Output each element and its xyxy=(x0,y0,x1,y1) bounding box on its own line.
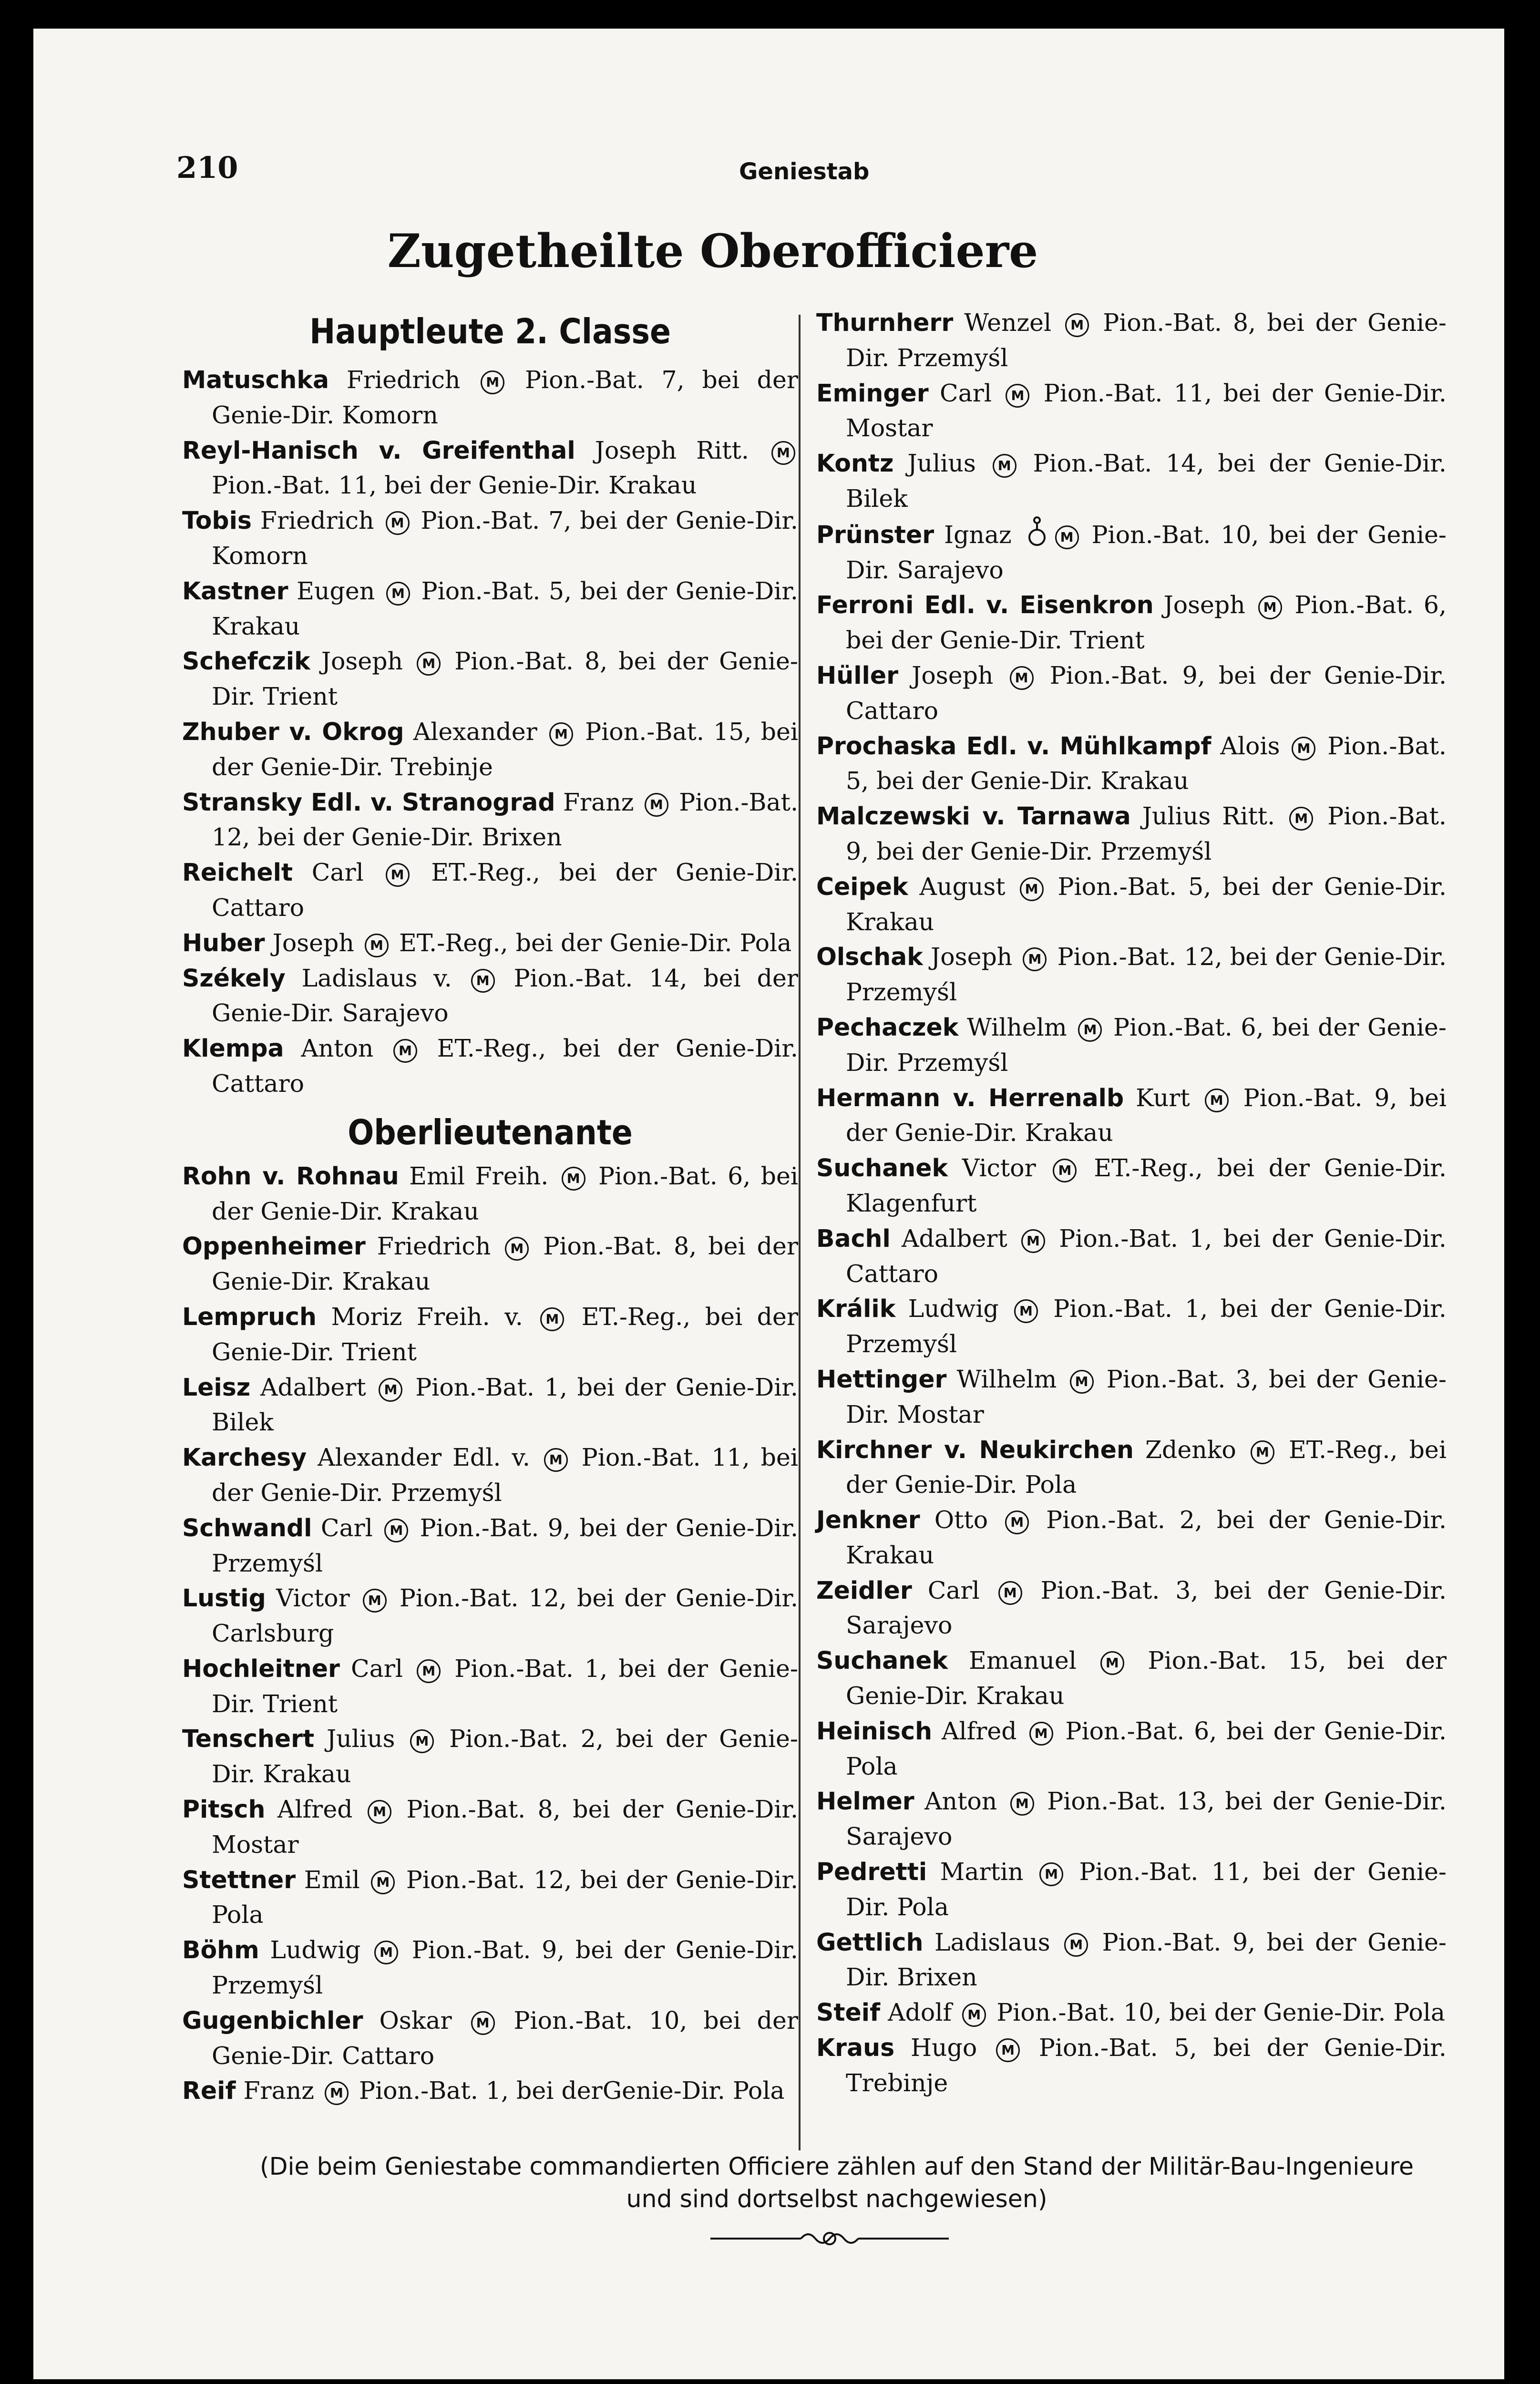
officer-given-names: Friedrich xyxy=(377,1232,503,1261)
officer-assignment: Pion.-Bat. 13, bei der Genie-Dir. Sarajevo xyxy=(846,1787,1447,1851)
officer-entry xyxy=(182,855,798,925)
m-circle-icon: M xyxy=(417,652,441,676)
officer-given-names: Adalbert xyxy=(902,1224,1018,1253)
officer-surname: Malczewski v. Tarnawa xyxy=(816,802,1131,831)
officer-entry xyxy=(182,1440,798,1511)
officer-given-names: Joseph xyxy=(1163,591,1255,619)
officer-surname: Gugenbichler xyxy=(182,2006,363,2035)
m-circle-icon: M xyxy=(365,934,389,957)
officer-given-names: Joseph xyxy=(321,647,414,676)
officer-given-names: Joseph xyxy=(272,928,362,957)
officer-entry xyxy=(182,1581,798,1651)
officer-given-names: Ludwig xyxy=(270,1936,372,1964)
m-circle-icon: M xyxy=(996,2038,1020,2062)
officer-surname: Stettner xyxy=(182,1865,296,1894)
officer-entry xyxy=(182,1932,798,2003)
officer-given-names: Otto xyxy=(934,1506,1003,1534)
officer-surname: Suchanek xyxy=(816,1646,948,1675)
officer-given-names: Franz xyxy=(243,2076,322,2105)
officer-surname: Prochaska Edl. v. Mühlkampf xyxy=(816,731,1211,760)
officer-given-names: Carl xyxy=(311,858,383,887)
officer-entry xyxy=(182,1229,798,1299)
officer-assignment: Pion.-Bat. 8, bei der Genie-Dir. Mostar xyxy=(212,1795,798,1859)
officer-given-names: Emanuel xyxy=(968,1646,1098,1675)
officer-assignment: Pion.-Bat. 10, bei der Genie-Dir. Cattaro xyxy=(212,2006,798,2070)
m-circle-icon: M xyxy=(386,511,410,535)
m-circle-icon: M xyxy=(1078,1018,1102,1042)
officer-given-names: Victor xyxy=(276,1584,360,1613)
officer-assignment: Pion.-Bat. 14, bei der Genie-Dir. Sarajevo xyxy=(212,964,798,1028)
officer-entry xyxy=(182,2003,798,2074)
officer-surname: Stransky Edl. v. Stranograd xyxy=(182,788,555,816)
officer-surname: Reif xyxy=(182,2076,236,2105)
officer-entry xyxy=(182,1721,798,1792)
officer-entry xyxy=(182,574,798,644)
m-circle-icon: M xyxy=(384,1519,408,1542)
officer-entry xyxy=(816,1502,1447,1573)
officer-assignment: Pion.-Bat. 11, bei der Genie-Dir. Krakau xyxy=(212,471,697,500)
m-circle-icon: M xyxy=(1010,666,1034,690)
officer-assignment: Pion.-Bat. 11, bei der Genie-Dir. Pola xyxy=(846,1858,1447,1921)
officer-given-names: Adolf xyxy=(888,1998,960,2027)
officer-assignment: Pion.-Bat. 6, bei der Genie-Dir. Krakau xyxy=(212,1161,798,1225)
officer-given-names: Carl xyxy=(351,1654,414,1683)
officer-surname: Ferroni Edl. v. Eisenkron xyxy=(816,591,1154,619)
officer-assignment: Pion.-Bat. 6, bei der Genie-Dir. Przemyśl xyxy=(846,1013,1447,1077)
officer-assignment: Pion.-Bat. 8, bei der Genie-Dir. Przemyśl xyxy=(846,308,1447,372)
officer-surname: Rohn v. Rohnau xyxy=(182,1161,399,1190)
officer-surname: Schwandl xyxy=(182,1513,312,1542)
officer-surname: Huber xyxy=(182,928,265,957)
officer-surname: Thurnherr xyxy=(816,308,954,337)
m-circle-icon: M xyxy=(379,1378,402,1402)
officer-entry xyxy=(816,1925,1447,1995)
officer-assignment: Pion.-Bat. 9, bei der Genie-Dir. Brixen xyxy=(846,1928,1447,1992)
m-circle-icon: M xyxy=(1014,1299,1038,1323)
officer-assignment: Pion.-Bat. 12, bei der Genie-Dir. Pola xyxy=(212,1865,798,1929)
officer-entry xyxy=(182,1511,798,1581)
officer-entry xyxy=(816,1573,1447,1644)
officer-given-names: Anton xyxy=(924,1787,1007,1816)
officer-assignment: Pion.-Bat. 5, bei der Genie-Dir. Trebinje xyxy=(846,2034,1447,2097)
officer-assignment: Pion.-Bat. 1, bei der Genie-Dir. Cattaro xyxy=(846,1224,1447,1288)
footnote-line-2: und sind dortselbst nachgewiesen) xyxy=(626,2185,1047,2213)
officer-entry xyxy=(816,658,1447,729)
officer-assignment: Pion.-Bat. 1, bei der Genie-Dir. Przemyśl xyxy=(846,1295,1447,1358)
officer-given-names: Zdenko xyxy=(1145,1435,1248,1464)
section-title-hauptleute: Hauptleute 2. Classe xyxy=(309,311,671,351)
officer-given-names: Carl xyxy=(940,379,1003,407)
officer-surname: Pitsch xyxy=(182,1795,266,1824)
m-circle-icon: M xyxy=(1292,737,1315,760)
officer-assignment: Pion.-Bat. 5, bei der Genie-Dir. Krakau xyxy=(846,872,1447,936)
officer-assignment: Pion.-Bat. 15, bei der Genie-Dir. Krakau xyxy=(846,1646,1447,1710)
officer-entry xyxy=(182,785,798,855)
officer-entry xyxy=(816,729,1447,799)
officer-entry xyxy=(816,516,1447,588)
officer-entry xyxy=(182,1299,798,1370)
officer-entry xyxy=(182,2073,798,2108)
officer-assignment: Pion.-Bat. 10, bei der Genie-Dir. Sarajevo xyxy=(846,520,1447,584)
officer-entry xyxy=(816,1995,1447,2030)
running-title: Geniestab xyxy=(739,158,870,185)
officer-surname: Jenkner xyxy=(816,1506,920,1534)
officer-given-names: August xyxy=(919,872,1017,901)
m-circle-icon: M xyxy=(1205,1089,1229,1112)
officer-given-names: Anton xyxy=(301,1034,391,1063)
officer-assignment: Pion.-Bat. 9, bei der Genie-Dir. Przemyśl xyxy=(212,1936,798,2000)
officer-surname: Zeidler xyxy=(816,1576,912,1604)
officer-assignment: Pion.-Bat. 1, bei derGenie-Dir. Pola xyxy=(351,2076,785,2105)
m-circle-icon: M xyxy=(505,1237,529,1261)
officer-given-names: Joseph xyxy=(912,661,1007,689)
officer-assignment: Pion.-Bat. 10, bei der Genie-Dir. Pola xyxy=(989,1998,1446,2027)
m-circle-icon: M xyxy=(481,370,504,394)
left-column xyxy=(182,305,798,2108)
m-circle-icon: M xyxy=(1070,1370,1094,1394)
officer-surname: Kastner xyxy=(182,576,288,605)
officer-entry xyxy=(182,1370,798,1440)
officer-surname: Heinisch xyxy=(816,1716,933,1745)
ornament-divider-icon xyxy=(710,2227,949,2250)
officer-given-names: Victor xyxy=(962,1154,1050,1182)
officer-assignment: Pion.-Bat. 11, bei der Genie-Dir. Mostar xyxy=(846,379,1447,442)
officer-entry xyxy=(182,1651,798,1722)
m-circle-icon: M xyxy=(993,454,1016,478)
officer-surname: Hettinger xyxy=(816,1365,947,1393)
officer-surname: Hüller xyxy=(816,661,898,689)
merit-cross-icon xyxy=(1027,516,1047,551)
officer-surname: Ceipek xyxy=(816,872,908,901)
officer-surname: Pechaczek xyxy=(816,1013,959,1041)
officer-surname: Kirchner v. Neukirchen xyxy=(816,1435,1134,1464)
officer-given-names: Adalbert xyxy=(260,1373,376,1401)
m-circle-icon: M xyxy=(1258,596,1282,619)
officer-given-names: Julius Ritt. xyxy=(1142,802,1287,831)
page-title: Zugetheilte Oberofficiere xyxy=(387,224,1038,278)
m-circle-icon: M xyxy=(1006,384,1029,408)
m-circle-icon: M xyxy=(962,2003,986,2027)
m-circle-icon: M xyxy=(386,863,410,887)
officer-given-names: Wilhelm xyxy=(967,1013,1076,1041)
officer-assignment: Pion.-Bat. 3, bei der Genie-Dir. Mostar xyxy=(846,1365,1447,1428)
page-number: 210 xyxy=(176,150,238,185)
officer-assignment: ET.-Reg., bei der Genie-Dir. Cattaro xyxy=(212,858,798,922)
officer-entry xyxy=(816,587,1447,658)
officer-assignment: Pion.-Bat. 9, bei der Genie-Dir. Cattaro xyxy=(846,661,1447,725)
officer-given-names: Ladislaus v. xyxy=(301,964,468,992)
officer-assignment: ET.-Reg., bei der Genie-Dir. Pola xyxy=(391,928,792,957)
officer-entry xyxy=(182,961,798,1031)
officer-entry xyxy=(816,1643,1447,1714)
m-circle-icon: M xyxy=(1289,807,1313,831)
m-circle-icon: M xyxy=(386,582,410,606)
officer-given-names: Friedrich xyxy=(346,366,478,394)
m-circle-icon: M xyxy=(393,1039,417,1063)
m-circle-icon: M xyxy=(1005,1511,1029,1534)
m-circle-icon: M xyxy=(1023,947,1047,971)
officer-surname: Prünster xyxy=(816,520,934,549)
officer-assignment: Pion.-Bat. 5, bei der Genie-Dir. Krakau xyxy=(212,576,798,640)
officer-surname: Karchesy xyxy=(182,1443,307,1472)
m-circle-icon: M xyxy=(645,793,668,817)
m-circle-icon: M xyxy=(371,1870,395,1894)
footnote xyxy=(153,2150,1521,2215)
officer-assignment: Pion.-Bat. 7, bei der Genie-Dir. Komorn xyxy=(212,366,798,429)
officer-assignment: ET.-Reg., bei der Genie-Dir. Klagenfurt xyxy=(846,1154,1447,1217)
officer-entry xyxy=(182,362,798,433)
officer-given-names: Carl xyxy=(320,1513,382,1542)
book-page xyxy=(33,29,1504,2379)
officer-entry xyxy=(182,925,798,961)
hauptleute-list xyxy=(182,362,798,1101)
officer-assignment: Pion.-Bat. 2, bei der Genie-Dir. Krakau xyxy=(212,1725,798,1788)
officer-given-names: Martin xyxy=(940,1858,1037,1886)
officer-given-names: Moriz Freih. v. xyxy=(331,1302,538,1331)
officer-entry xyxy=(816,305,1447,376)
officer-surname: Tenschert xyxy=(182,1725,315,1753)
officer-surname: Matuschka xyxy=(182,366,329,394)
m-circle-icon: M xyxy=(471,969,495,993)
m-circle-icon: M xyxy=(998,1581,1022,1605)
footnote-line-1: (Die beim Geniestabe commandierten Officiere zählen auf den Stand der Militär-Bau-Ingenieure xyxy=(259,2152,1414,2180)
officer-assignment: Pion.-Bat. 14, bei der Genie-Dir. Bilek xyxy=(846,449,1447,513)
officer-surname: Olschak xyxy=(816,943,923,971)
officer-surname: Székely xyxy=(182,964,286,992)
officer-surname: Pedretti xyxy=(816,1858,927,1886)
officer-given-names: Ludwig xyxy=(908,1295,1011,1323)
officer-entry xyxy=(182,1031,798,1101)
officer-given-names: Alois xyxy=(1220,731,1289,760)
m-circle-icon: M xyxy=(1065,313,1089,337)
officer-given-names: Hugo xyxy=(910,2034,994,2062)
officer-assignment: ET.-Reg., bei der Genie-Dir. Cattaro xyxy=(212,1034,798,1098)
officer-given-names: Julius xyxy=(907,449,990,478)
officer-entry xyxy=(182,503,798,574)
officer-surname: Zhuber v. Okrog xyxy=(182,717,404,746)
officer-assignment: Pion.-Bat. 9, bei der Genie-Dir. Krakau xyxy=(846,1083,1447,1147)
officer-entry xyxy=(182,644,798,714)
officer-assignment: Pion.-Bat. 15, bei der Genie-Dir. Trebinje xyxy=(212,717,798,781)
officer-assignment: Pion.-Bat. 2, bei der Genie-Dir. Krakau xyxy=(846,1506,1447,1569)
officer-assignment: Pion.-Bat. 6, bei der Genie-Dir. Pola xyxy=(846,1716,1447,1780)
officer-entry xyxy=(182,714,798,785)
m-circle-icon: M xyxy=(1053,1159,1077,1182)
m-circle-icon: M xyxy=(1100,1651,1124,1675)
officer-entry xyxy=(816,1714,1447,1784)
officer-given-names: Emil Freih. xyxy=(409,1161,559,1190)
m-circle-icon: M xyxy=(417,1659,441,1683)
officer-surname: Steif xyxy=(816,1998,881,2027)
officer-entry xyxy=(182,1862,798,1933)
officer-assignment: Pion.-Bat. 3, bei der Genie-Dir. Sarajevo xyxy=(846,1576,1447,1640)
officer-entry xyxy=(816,869,1447,940)
m-circle-icon: M xyxy=(325,2081,349,2105)
m-circle-icon: M xyxy=(1021,1229,1045,1253)
m-circle-icon: M xyxy=(562,1167,585,1191)
officer-surname: Klempa xyxy=(182,1034,284,1063)
officer-entry xyxy=(816,1080,1447,1151)
officer-surname: Böhm xyxy=(182,1936,259,1964)
officer-entry xyxy=(182,433,798,504)
officer-given-names: Alfred xyxy=(277,1795,365,1824)
officer-entry xyxy=(816,939,1447,1010)
officer-given-names: Ignaz xyxy=(944,520,1022,549)
m-circle-icon: M xyxy=(540,1307,564,1331)
officer-surname: Leisz xyxy=(182,1373,251,1401)
officer-given-names: Oskar xyxy=(379,2006,468,2035)
officer-entry xyxy=(816,1784,1447,1854)
right-column xyxy=(816,305,1447,2101)
officer-given-names: Joseph Ritt. xyxy=(595,436,769,464)
m-circle-icon: M xyxy=(471,2011,495,2035)
officer-surname: Tobis xyxy=(182,506,252,535)
officer-given-names: Eugen xyxy=(297,576,383,605)
m-circle-icon: M xyxy=(1029,1722,1053,1746)
officer-given-names: Ladislaus xyxy=(934,1928,1062,1956)
officer-entry xyxy=(816,1432,1447,1503)
m-circle-icon: M xyxy=(1020,877,1044,901)
officer-surname: Reichelt xyxy=(182,858,293,887)
officer-entry xyxy=(816,446,1447,516)
officer-entry xyxy=(816,799,1447,869)
officer-assignment: ET.-Reg., bei der Genie-Dir. Trient xyxy=(212,1302,798,1366)
oberlieutenante-list xyxy=(182,1159,798,2109)
officer-entry xyxy=(816,376,1447,446)
officer-entry xyxy=(816,1151,1447,1221)
officer-given-names: Alfred xyxy=(941,1716,1027,1745)
officer-entry xyxy=(182,1792,798,1862)
m-circle-icon: M xyxy=(1064,1933,1088,1957)
officer-entry xyxy=(816,1010,1447,1080)
officer-given-names: Emil xyxy=(304,1865,369,1894)
officer-entry xyxy=(816,1221,1447,1292)
officer-assignment: Pion.-Bat. 7, bei der Genie-Dir. Komorn xyxy=(212,506,798,570)
officer-surname: Bachl xyxy=(816,1224,891,1253)
officer-given-names: Alexander Edl. v. xyxy=(318,1443,541,1472)
section-title-oberlieutenante: Oberlieutenante xyxy=(348,1112,633,1152)
officer-surname: Hermann v. Herrenalb xyxy=(816,1083,1124,1112)
officer-entry xyxy=(182,1159,798,1229)
officer-assignment: ET.-Reg., bei der Genie-Dir. Pola xyxy=(846,1435,1447,1499)
officer-entry xyxy=(816,1362,1447,1432)
officer-surname: Reyl-Hanisch v. Greifenthal xyxy=(182,436,575,464)
officer-entry xyxy=(816,1854,1447,1925)
officer-surname: Lempruch xyxy=(182,1302,317,1331)
officer-assignment: Pion.-Bat. 11, bei der Genie-Dir. Przemyśl xyxy=(212,1443,798,1507)
officer-surname: Kraus xyxy=(816,2034,895,2062)
officer-assignment: Pion.-Bat. 8, bei der Genie-Dir. Krakau xyxy=(212,1232,798,1296)
officer-surname: Hochleitner xyxy=(182,1654,340,1683)
officer-assignment: Pion.-Bat. 9, bei der Genie-Dir. Przemyśl xyxy=(212,1513,798,1577)
m-circle-icon: M xyxy=(549,722,573,746)
m-circle-icon: M xyxy=(1010,1792,1034,1816)
m-circle-icon: M xyxy=(410,1729,434,1753)
officer-given-names: Carl xyxy=(927,1576,996,1604)
officer-given-names: Friedrich xyxy=(260,506,383,535)
officer-surname: Gettlich xyxy=(816,1928,924,1956)
officer-assignment: Pion.-Bat. 12, bei der Genie-Dir. Przemyśl xyxy=(846,943,1447,1007)
officer-surname: Eminger xyxy=(816,379,929,407)
m-circle-icon: M xyxy=(544,1448,568,1472)
officer-given-names: Kurt xyxy=(1136,1083,1202,1112)
m-circle-icon: M xyxy=(771,441,795,465)
m-circle-icon: M xyxy=(1055,525,1079,549)
officer-given-names: Alexander xyxy=(413,717,546,746)
officer-assignment: Pion.-Bat. 6, bei der Genie-Dir. Trient xyxy=(846,591,1447,655)
officer-surname: Suchanek xyxy=(816,1154,948,1182)
officer-given-names: Joseph xyxy=(931,943,1020,971)
officer-surname: Králik xyxy=(816,1295,896,1323)
m-circle-icon: M xyxy=(363,1589,387,1613)
m-circle-icon: M xyxy=(1251,1440,1274,1464)
officer-given-names: Julius xyxy=(327,1725,408,1753)
officer-assignment: Pion.-Bat. 12, bei der Genie-Dir. Carlsburg xyxy=(212,1584,798,1648)
m-circle-icon: M xyxy=(368,1800,391,1824)
m-circle-icon: M xyxy=(374,1941,398,1964)
officer-assignment: Pion.-Bat. 1, bei der Genie-Dir. Trient xyxy=(212,1654,798,1718)
officer-given-names: Wenzel xyxy=(964,308,1063,337)
officer-assignment: Pion.-Bat. 5, bei der Genie-Dir. Krakau xyxy=(846,731,1447,795)
officer-surname: Schefczik xyxy=(182,647,310,676)
officer-assignment: Pion.-Bat. 1, bei der Genie-Dir. Bilek xyxy=(212,1373,798,1437)
officer-assignment: Pion.-Bat. 12, bei der Genie-Dir. Brixen xyxy=(212,788,798,852)
officer-surname: Oppenheimer xyxy=(182,1232,366,1261)
officer-surname: Helmer xyxy=(816,1787,914,1816)
officer-entry xyxy=(816,2030,1447,2101)
officer-surname: Kontz xyxy=(816,449,894,478)
officer-surname: Lustig xyxy=(182,1584,266,1613)
officer-assignment: Pion.-Bat. 8, bei der Genie-Dir. Trient xyxy=(212,647,798,711)
oberlieutenante-list-continued xyxy=(816,305,1447,2101)
officer-given-names: Wilhelm xyxy=(956,1365,1067,1393)
officer-given-names: Franz xyxy=(563,788,642,816)
column-divider xyxy=(799,315,801,2150)
officer-entry xyxy=(816,1291,1447,1362)
officer-assignment: Pion.-Bat. 9, bei der Genie-Dir. Przemyśl xyxy=(846,802,1447,865)
m-circle-icon: M xyxy=(1039,1862,1063,1886)
